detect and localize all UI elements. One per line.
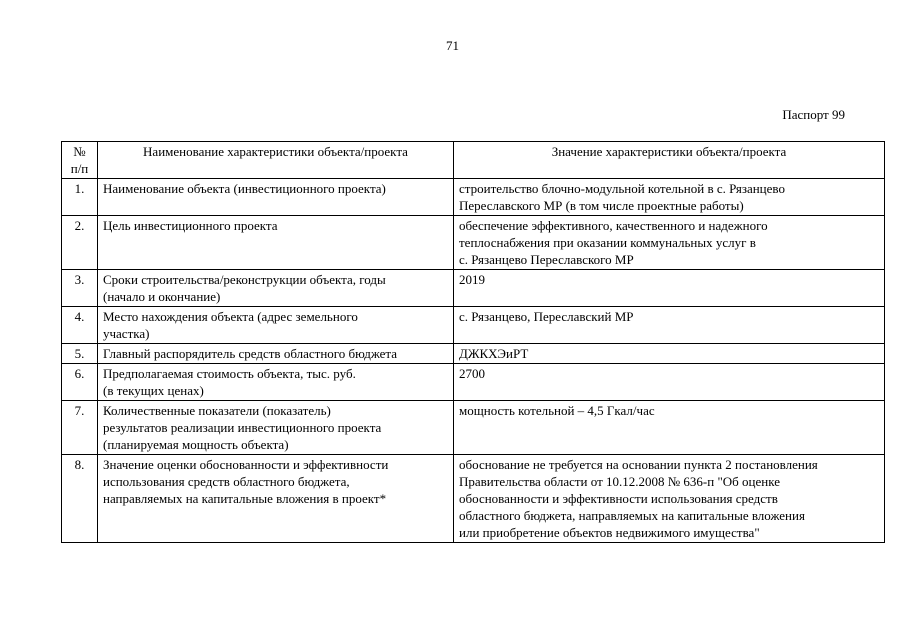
characteristic-value-line: мощность котельной – 4,5 Гкал/час	[459, 403, 655, 418]
table-row	[62, 364, 885, 401]
characteristic-name-line: (начало и окончание)	[103, 289, 221, 304]
table-row	[62, 455, 885, 543]
characteristic-value-line: обоснование не требуется на основании пункта 2 постановления	[459, 457, 818, 472]
characteristic-value-cell	[454, 216, 885, 270]
table-body	[62, 179, 885, 543]
characteristic-name-line: участка)	[103, 326, 150, 341]
characteristic-name-line: направляемых на капитальные вложения в проект*	[103, 491, 387, 506]
characteristic-name-cell	[98, 307, 454, 344]
characteristic-name-line: Значение оценки обоснованности и эффективности	[103, 457, 389, 472]
characteristic-value-line: с. Рязанцево, Переславский МР	[459, 309, 634, 324]
characteristic-name-cell	[98, 455, 454, 543]
characteristic-name-line: Предполагаемая стоимость объекта, тыс. руб.	[103, 366, 356, 381]
characteristic-name-line: Цель инвестиционного проекта	[103, 218, 278, 233]
table-row	[62, 307, 885, 344]
row-number: 2.	[62, 216, 98, 270]
row-number: 7.	[62, 401, 98, 455]
characteristic-value-cell	[454, 344, 885, 364]
characteristic-value-cell	[454, 307, 885, 344]
characteristic-value-line: с. Рязанцево Переславского МР	[459, 252, 634, 267]
passport-table	[61, 141, 885, 543]
characteristic-name-cell	[98, 179, 454, 216]
characteristic-name-cell	[98, 344, 454, 364]
characteristic-value-cell	[454, 401, 885, 455]
characteristic-value-line: 2700	[459, 366, 485, 381]
characteristic-name-line: Сроки строительства/реконструкции объекта, годы	[103, 272, 386, 287]
characteristic-value-line: или приобретение объектов недвижимого имущества"	[459, 525, 760, 540]
row-number: 1.	[62, 179, 98, 216]
characteristic-name-line: Место нахождения объекта (адрес земельного	[103, 309, 358, 324]
characteristic-value-cell	[454, 270, 885, 307]
characteristic-name-line: (планируемая мощность объекта)	[103, 437, 289, 452]
header-name: Наименование характеристики объекта/проекта	[98, 142, 454, 179]
characteristic-name-line: Главный распорядитель средств областного бюджета	[103, 346, 398, 361]
characteristic-value-line: областного бюджета, направляемых на капитальные вложения	[459, 508, 805, 523]
row-number: 6.	[62, 364, 98, 401]
table-row	[62, 344, 885, 364]
characteristic-name-line: использования средств областного бюджета,	[103, 474, 350, 489]
characteristic-name-line: Количественные показатели (показатель)	[103, 403, 331, 418]
table-row	[62, 401, 885, 455]
characteristic-value-cell	[454, 364, 885, 401]
characteristic-name-line: Наименование объекта (инвестиционного проекта)	[103, 181, 386, 196]
header-num: № п/п	[62, 142, 98, 179]
characteristic-name-line: результатов реализации инвестиционного проекта	[103, 420, 382, 435]
characteristic-value-line: строительство блочно-модульной котельной в с. Рязанцево	[459, 181, 785, 196]
header-value: Значение характеристики объекта/проекта	[454, 142, 885, 179]
characteristic-value-line: теплоснабжения при оказании коммунальных услуг в	[459, 235, 756, 250]
characteristic-name-line: (в текущих ценах)	[103, 383, 204, 398]
characteristic-value-line: обоснованности и эффективности использования средств	[459, 491, 778, 506]
passport-label: Паспорт 99	[782, 107, 845, 122]
table-row	[62, 216, 885, 270]
characteristic-value-cell	[454, 179, 885, 216]
characteristic-value-line: Правительства области от 10.12.2008 № 636-п "Об оценке	[459, 474, 780, 489]
characteristic-value-line: ДЖКХЭиРТ	[459, 346, 529, 361]
characteristic-name-cell	[98, 401, 454, 455]
characteristic-value-cell	[454, 455, 885, 543]
characteristic-value-line: Переславского МР (в том числе проектные работы)	[459, 198, 744, 213]
row-number: 8.	[62, 455, 98, 543]
characteristic-value-line: 2019	[459, 272, 485, 287]
row-number: 5.	[62, 344, 98, 364]
characteristic-name-cell	[98, 364, 454, 401]
characteristic-name-cell	[98, 270, 454, 307]
table-row	[62, 179, 885, 216]
characteristic-name-cell	[98, 216, 454, 270]
header-row	[62, 142, 885, 179]
page-number: 71	[446, 38, 459, 53]
row-number: 3.	[62, 270, 98, 307]
row-number: 4.	[62, 307, 98, 344]
table-row	[62, 270, 885, 307]
table-header	[62, 142, 885, 179]
characteristic-value-line: обеспечение эффективного, качественного и надежного	[459, 218, 768, 233]
